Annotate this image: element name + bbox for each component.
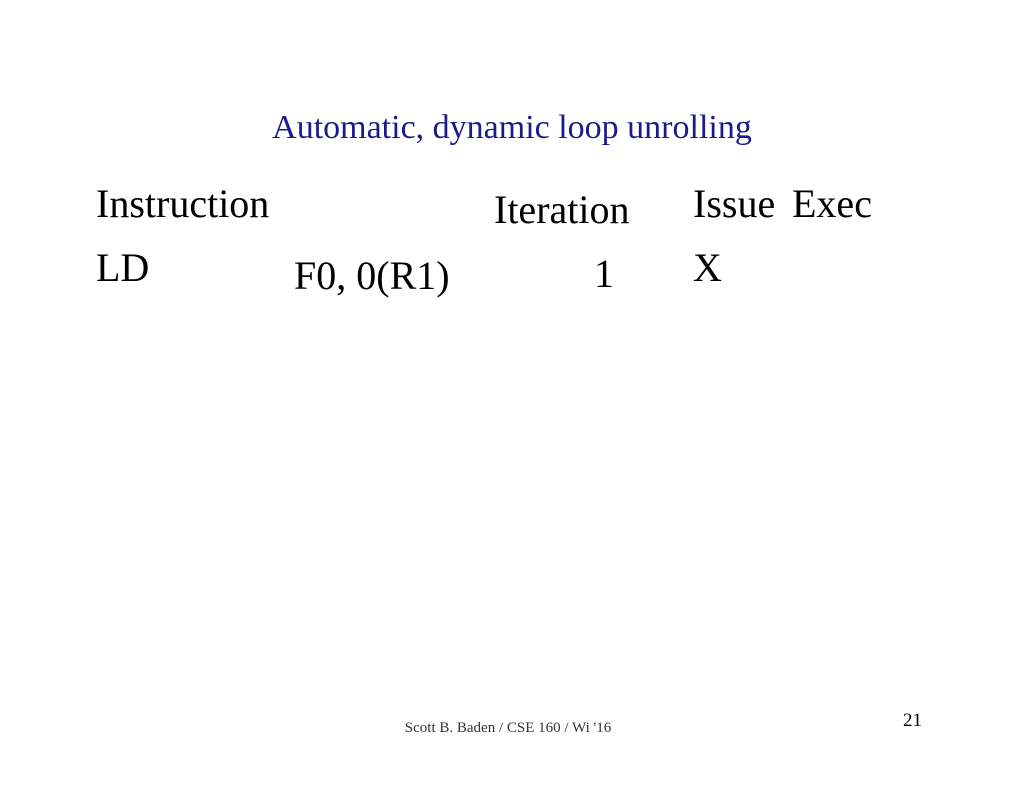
row-iteration: 1	[594, 251, 614, 296]
header-instruction: Instruction	[96, 181, 270, 226]
row-opcode: LD	[96, 245, 150, 290]
slide-title: Automatic, dynamic loop unrolling	[272, 109, 752, 146]
page-number: 21	[903, 710, 922, 731]
header-issue: Issue	[693, 181, 776, 226]
row-issue-mark: X	[693, 245, 722, 290]
row-operands: F0, 0(R1)	[294, 253, 450, 298]
header-exec: Exec	[792, 181, 872, 226]
footer-credit: Scott B. Baden / CSE 160 / Wi '16	[404, 720, 612, 736]
header-iteration: Iteration	[494, 187, 630, 232]
